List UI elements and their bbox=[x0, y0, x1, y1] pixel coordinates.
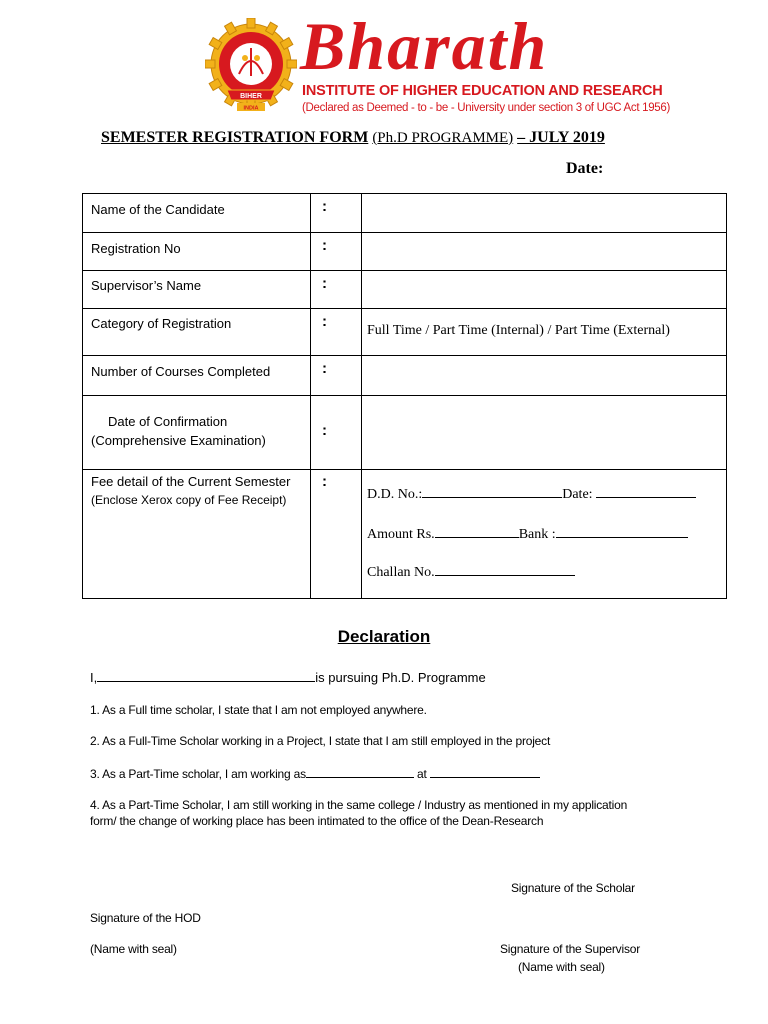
designation-blank[interactable] bbox=[306, 765, 414, 778]
table-row bbox=[83, 470, 726, 600]
supervisor-seal-label: (Name with seal) bbox=[518, 960, 605, 974]
dd-no-label: D.D. No.: bbox=[367, 487, 423, 502]
table-row bbox=[83, 271, 726, 309]
dd-line bbox=[367, 485, 696, 503]
row-label-courses: Number of Courses Completed bbox=[91, 364, 271, 379]
form-title-session: – JULY 2019 bbox=[517, 129, 605, 146]
row-colon: : bbox=[322, 313, 327, 330]
bank-blank[interactable] bbox=[556, 525, 688, 538]
registration-table bbox=[82, 193, 727, 599]
item3-prefix: 3. As a Part-Time scholar, I am working as bbox=[90, 767, 306, 781]
challan-line bbox=[367, 563, 575, 581]
supervisor-name-field[interactable] bbox=[367, 271, 727, 308]
bank-label: Bank : bbox=[518, 527, 556, 542]
row-label-confirmation: Date of Confirmation bbox=[108, 414, 228, 429]
declaration-intro bbox=[90, 669, 486, 685]
table-row bbox=[83, 356, 726, 396]
courses-completed-field[interactable] bbox=[367, 356, 727, 395]
row-label-supervisor: Supervisor’s Name bbox=[91, 278, 202, 293]
row-label-confirmation-sub: (Comprehensive Examination) bbox=[91, 433, 266, 448]
registration-no-field[interactable] bbox=[367, 233, 727, 270]
scholar-name-blank[interactable] bbox=[97, 669, 315, 682]
intro-prefix: I, bbox=[90, 670, 98, 685]
amount-line bbox=[367, 525, 688, 543]
candidate-name-field[interactable] bbox=[367, 194, 727, 232]
row-colon: : bbox=[322, 422, 327, 439]
dd-date-blank[interactable] bbox=[596, 485, 696, 498]
row-colon: : bbox=[322, 360, 327, 377]
emblem-country-text: INDIA bbox=[243, 105, 259, 112]
challan-blank[interactable] bbox=[435, 563, 575, 576]
institute-name: INSTITUTE OF HIGHER EDUCATION AND RESEARCH bbox=[302, 83, 663, 99]
emblem-banner-text: BIHER bbox=[240, 93, 262, 100]
row-label-fee: Fee detail of the Current Semester bbox=[91, 474, 291, 489]
declaration-item-1: 1. As a Full time scholar, I state that I am not employed anywhere. bbox=[90, 703, 427, 717]
challan-label: Challan No. bbox=[367, 565, 435, 580]
declaration-item-3 bbox=[90, 765, 540, 781]
row-colon: : bbox=[322, 473, 327, 490]
amount-blank[interactable] bbox=[435, 525, 519, 538]
confirmation-date-field[interactable] bbox=[367, 396, 727, 469]
table-row bbox=[83, 233, 726, 271]
form-title-programme: (Ph.D PROGRAMME) bbox=[372, 130, 514, 146]
hod-seal-label: (Name with seal) bbox=[90, 942, 177, 956]
intro-suffix: is pursuing Ph.D. Programme bbox=[315, 670, 486, 685]
row-label-category: Category of Registration bbox=[91, 316, 232, 331]
dd-date-label: Date: bbox=[562, 487, 593, 502]
row-colon: : bbox=[322, 198, 327, 215]
declaration-item-4-line1: 4. As a Part-Time Scholar, I am still working in the same college / Industry as mentioned in my application bbox=[90, 798, 628, 812]
row-label-name: Name of the Candidate bbox=[91, 202, 225, 217]
table-row bbox=[83, 396, 726, 470]
declaration-item-2: 2. As a Full-Time Scholar working in a Project, I state that I am still employed in the project bbox=[90, 734, 551, 748]
deemed-university-note: (Declared as Deemed - to - be - University under section 3 of UGC Act 1956) bbox=[302, 102, 671, 114]
institution-blank[interactable] bbox=[430, 765, 540, 778]
hod-signature-label: Signature of the HOD bbox=[90, 911, 201, 925]
form-title bbox=[101, 129, 605, 147]
supervisor-signature-label: Signature of the Supervisor bbox=[500, 942, 641, 956]
institute-emblem-logo bbox=[205, 18, 297, 118]
row-label-fee-sub: (Enclose Xerox copy of Fee Receipt) bbox=[91, 493, 287, 507]
dd-no-blank[interactable] bbox=[422, 485, 562, 498]
item3-at: at bbox=[417, 767, 427, 781]
row-colon: : bbox=[322, 275, 327, 292]
scholar-signature-label: Signature of the Scholar bbox=[511, 881, 635, 895]
amount-label: Amount Rs. bbox=[367, 527, 435, 542]
date-label: Date: bbox=[566, 160, 604, 177]
table-row bbox=[83, 309, 726, 356]
logo-wordmark: Bharath bbox=[300, 8, 549, 84]
declaration-heading: Declaration bbox=[337, 627, 431, 646]
form-title-main: SEMESTER REGISTRATION FORM bbox=[101, 129, 369, 146]
declaration-item-4-line2: form/ the change of working place has been intimated to the office of the Dean-Research bbox=[90, 814, 544, 828]
category-options[interactable]: Full Time / Part Time (Internal) / Part Time (External) bbox=[367, 323, 670, 338]
table-row bbox=[83, 194, 726, 233]
row-label-registration: Registration No bbox=[91, 241, 181, 256]
row-colon: : bbox=[322, 237, 327, 254]
